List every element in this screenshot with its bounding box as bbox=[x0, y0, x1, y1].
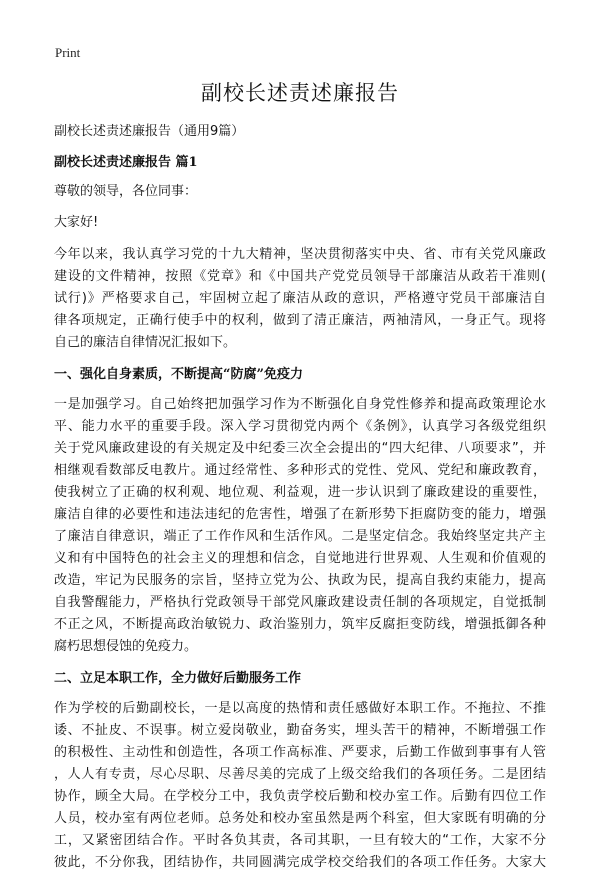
article-heading: 副校长述责述廉报告 篇1 bbox=[54, 155, 198, 170]
greeting: 大家好! bbox=[54, 215, 99, 230]
section-1-line: 相继观看数部反电教片。通过经常性、多种形式的党性、党风、党纪和廉政教育， bbox=[54, 463, 546, 478]
intro-line: 律各项规定，正确行使手中的权利，做到了清正廉洁，两袖清风，一身正气。现将 bbox=[54, 313, 546, 328]
section-1-paragraph bbox=[54, 394, 546, 658]
section-2-line: 协作，顾全大局。在学校分工中，我负责学校后勤和校办室工作。后勤有四位工作 bbox=[54, 789, 546, 804]
document-subtitle: 副校长述责述廉报告（通用9篇） bbox=[54, 124, 245, 139]
intro-paragraph bbox=[54, 244, 546, 354]
salutation: 尊敬的领导，各位同事： bbox=[54, 184, 198, 199]
section-1-line: 腐朽思想侵蚀的免疫力。 bbox=[54, 639, 198, 654]
intro-line: 今年以来，我认真学习党的十九大精神，坚决贯彻落实中央、省、市有关党风廉政 bbox=[54, 247, 546, 262]
section-1-line: 义和有中国特色的社会主义的理想和信念，自觉地进行世界观、人生观和价值观的 bbox=[54, 551, 546, 566]
section-2-line: 人员，校办室有两位老师。总务处和校办室虽然是两个科室，但大家既有明确的分 bbox=[54, 811, 546, 826]
page-title: 副校长述责述廉报告 bbox=[201, 81, 399, 105]
section-1-line: 廉洁自律的必要性和违法违纪的危害性，增强了在新形势下拒腐防变的能力，增强 bbox=[54, 507, 546, 522]
section-2-line: 作为学校的后勤副校长，一是以高度的热情和责任感做好本职工作。不拖拉、不推 bbox=[54, 701, 546, 716]
section-2-line: 的积极性、主动性和创造性，各项工作高标准、严要求，后勤工作做到事事有人管 bbox=[54, 745, 546, 760]
section-2-title: 二、立足本职工作，全力做好后勤服务工作 bbox=[54, 671, 302, 686]
section-1-line: 一是加强学习。自己始终把加强学习作为不断强化自身党性修养和提高政策理论水 bbox=[54, 397, 546, 412]
intro-line: 试行)》严格要求自己，牢固树立起了廉洁从政的意识，严格遵守党员干部廉洁自 bbox=[54, 291, 546, 306]
section-2-paragraph bbox=[54, 698, 546, 874]
section-1-line: 关于党风廉政建设的有关规定及中纪委三次全会提出的“四大纪律、八项要求”，并 bbox=[54, 441, 546, 456]
section-1-line: 平、能力水平的重要手段。深入学习贯彻党内两个《条例》，认真学习各级党组织 bbox=[54, 419, 546, 434]
section-1-line: 使我树立了正确的权利观、地位观、利益观，进一步认识到了廉政建设的重要性， bbox=[54, 485, 546, 500]
section-1-line: 了廉洁自律意识，端正了工作作风和生活作风。二是坚定信念。我始终坚定共产主 bbox=[54, 529, 546, 544]
section-2-line: 诿、不扯皮、不误事。树立爱岗敬业，勤奋务实，埋头苦干的精神，不断增强工作 bbox=[54, 723, 546, 738]
section-1-title: 一、强化自身素质，不断提高“防腐”免疫力 bbox=[54, 367, 303, 382]
section-1-line: 不正之风，不断提高政治敏锐力、政治鉴别力，筑牢反腐拒变防线，增强抵御各种 bbox=[54, 617, 546, 632]
section-1-line: 自我警醒能力，严格执行党政领导干部党风廉政建设责任制的各项规定，自觉抵制 bbox=[54, 595, 546, 610]
print-link[interactable]: Print bbox=[55, 45, 81, 60]
intro-line: 建设的文件精神，按照《党章》和《中国共产党党员领导干部廉洁从政若干准则( bbox=[54, 269, 546, 284]
document-body bbox=[54, 118, 546, 874]
section-2-line: 工，又紧密团结合作。平时各负其责，各司其职，一旦有较大的“工作，大家不分 bbox=[54, 833, 546, 848]
section-2-line: ，人人有专责，尽心尽职、尽善尽美的完成了上级交给我们的各项任务。二是团结 bbox=[54, 767, 546, 782]
section-2-line: 彼此，不分你我，团结协作，共同圆满完成学校交给我们的各项工作任务。大家大 bbox=[54, 855, 546, 870]
intro-line: 自己的廉洁自律情况汇报如下。 bbox=[54, 335, 237, 350]
section-1-line: 改造，牢记为民服务的宗旨，坚持立党为公、执政为民，提高自我约束能力，提高 bbox=[54, 573, 546, 588]
